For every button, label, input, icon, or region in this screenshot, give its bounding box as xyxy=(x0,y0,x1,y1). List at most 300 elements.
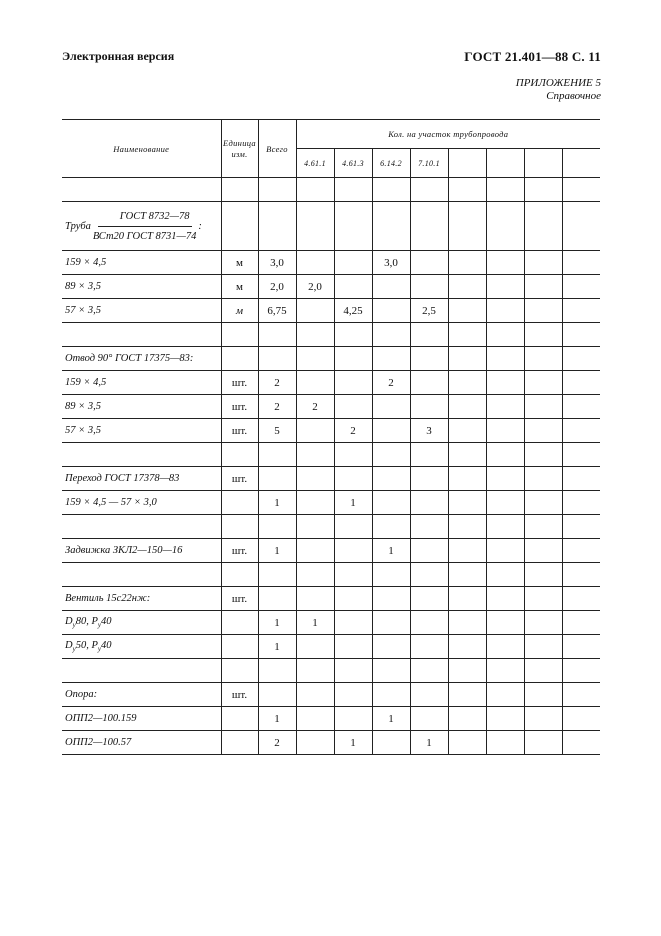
item-unit: м xyxy=(221,275,258,299)
empty-cell xyxy=(562,563,600,587)
qty-section-1 xyxy=(296,731,334,755)
empty-cell xyxy=(562,491,600,515)
col-header-unit-line1: Единица xyxy=(223,137,256,148)
qty-section-3 xyxy=(372,299,410,323)
table-row xyxy=(62,467,600,491)
qty-section-4: 1 xyxy=(410,731,448,755)
qty-section-3 xyxy=(372,467,410,491)
empty-cell xyxy=(486,178,524,202)
item-name: ОПП2—100.57 xyxy=(62,731,221,755)
table-row xyxy=(62,635,600,659)
item-total xyxy=(258,659,296,683)
qty-section-2 xyxy=(334,395,372,419)
qty-section-2 xyxy=(334,683,372,707)
empty-cell xyxy=(486,299,524,323)
empty-cell xyxy=(562,275,600,299)
item-total xyxy=(258,467,296,491)
empty-cell xyxy=(486,395,524,419)
item-name: Задвижка ЗКЛ2—150—16 xyxy=(62,539,221,563)
empty-cell xyxy=(486,491,524,515)
qty-section-1 xyxy=(296,491,334,515)
pipe-label: Труба xyxy=(65,220,91,232)
empty-cell xyxy=(524,635,562,659)
empty-cell xyxy=(448,178,486,202)
qty-section-2 xyxy=(334,251,372,275)
empty-cell xyxy=(562,515,600,539)
item-total: 2 xyxy=(258,395,296,419)
empty-cell xyxy=(524,659,562,683)
qty-section-2 xyxy=(334,539,372,563)
empty-cell xyxy=(486,275,524,299)
table-row xyxy=(62,395,600,419)
qty-section-2 xyxy=(334,611,372,635)
empty-cell xyxy=(562,178,600,202)
appendix-subtitle: Справочное xyxy=(546,90,601,102)
empty-cell xyxy=(448,563,486,587)
table-row xyxy=(62,563,600,587)
empty-cell xyxy=(562,347,600,371)
item-unit xyxy=(221,491,258,515)
qty-section-4 xyxy=(410,563,448,587)
qty-section-3 xyxy=(372,443,410,467)
empty-cell xyxy=(448,731,486,755)
item-name: $D_y80$, $P_y40$ xyxy=(62,611,221,635)
empty-cell xyxy=(562,251,600,275)
empty-cell xyxy=(524,178,562,202)
qty-section-2 xyxy=(334,443,372,467)
qty-section-2: 2 xyxy=(334,419,372,443)
empty-cell xyxy=(486,371,524,395)
qty-section-1 xyxy=(296,371,334,395)
item-name: 57 × 3,5 xyxy=(62,299,221,323)
item-unit: шт. xyxy=(221,587,258,611)
item-name xyxy=(62,515,221,539)
empty-cell xyxy=(562,443,600,467)
qty-section-1 xyxy=(296,323,334,347)
empty-cell xyxy=(486,587,524,611)
empty-cell xyxy=(296,202,334,251)
empty-cell xyxy=(562,149,600,178)
empty-cell xyxy=(448,251,486,275)
empty-cell xyxy=(562,419,600,443)
item-name: 89 × 3,5 xyxy=(62,395,221,419)
item-total: 6,75 xyxy=(258,299,296,323)
qty-section-3 xyxy=(372,515,410,539)
qty-section-4 xyxy=(410,395,448,419)
qty-section-3 xyxy=(372,419,410,443)
item-unit: шт. xyxy=(221,371,258,395)
item-unit: м xyxy=(221,299,258,323)
qty-section-4: 3 xyxy=(410,419,448,443)
empty-cell xyxy=(524,275,562,299)
qty-section-2 xyxy=(334,323,372,347)
empty-cell xyxy=(524,299,562,323)
empty-cell xyxy=(524,611,562,635)
empty-cell xyxy=(524,515,562,539)
table-row xyxy=(62,731,600,755)
empty-cell xyxy=(486,707,524,731)
empty-cell xyxy=(524,149,562,178)
qty-section-2 xyxy=(334,563,372,587)
empty-cell xyxy=(486,347,524,371)
table-row xyxy=(62,611,600,635)
table-row xyxy=(62,539,600,563)
empty-cell xyxy=(486,251,524,275)
empty-cell xyxy=(448,202,486,251)
qty-section-3 xyxy=(372,683,410,707)
section-header: 6.14.2 xyxy=(372,149,410,178)
empty-cell xyxy=(410,178,448,202)
empty-cell xyxy=(448,539,486,563)
qty-section-4 xyxy=(410,515,448,539)
qty-section-1 xyxy=(296,539,334,563)
item-unit xyxy=(221,611,258,635)
table-row xyxy=(62,251,600,275)
qty-section-2 xyxy=(334,347,372,371)
empty-cell xyxy=(562,683,600,707)
item-total: 1 xyxy=(258,635,296,659)
empty-cell xyxy=(448,707,486,731)
pipe-colon: : xyxy=(198,220,202,232)
qty-section-2 xyxy=(334,275,372,299)
empty-cell xyxy=(372,178,410,202)
empty-cell xyxy=(524,707,562,731)
table-row xyxy=(62,275,600,299)
qty-section-4 xyxy=(410,707,448,731)
item-name: ОПП2—100.159 xyxy=(62,707,221,731)
empty-cell xyxy=(486,635,524,659)
pipe-fraction xyxy=(65,210,202,243)
empty-cell xyxy=(448,419,486,443)
qty-section-4: 2,5 xyxy=(410,299,448,323)
col-header-unit-line2: изм. xyxy=(231,148,248,159)
empty-cell xyxy=(524,539,562,563)
qty-section-3: 2 xyxy=(372,371,410,395)
qty-section-1 xyxy=(296,707,334,731)
empty-cell xyxy=(486,611,524,635)
col-header-total: Всего xyxy=(258,120,296,178)
qty-section-2 xyxy=(334,467,372,491)
item-name xyxy=(62,323,221,347)
header-edition-label: Электронная версия xyxy=(62,49,175,63)
empty-cell xyxy=(448,275,486,299)
empty-cell xyxy=(562,707,600,731)
empty-cell xyxy=(524,202,562,251)
qty-section-1: 1 xyxy=(296,611,334,635)
pipe-standard-top: ГОСТ 8732—78 xyxy=(98,210,192,227)
item-name: Опора: xyxy=(62,683,221,707)
empty-cell xyxy=(486,683,524,707)
empty-cell xyxy=(448,635,486,659)
empty-cell xyxy=(448,467,486,491)
item-total: 2 xyxy=(258,371,296,395)
empty-cell xyxy=(562,371,600,395)
qty-section-4 xyxy=(410,275,448,299)
item-unit xyxy=(221,563,258,587)
pipe-name-cell xyxy=(62,202,221,251)
qty-section-4 xyxy=(410,635,448,659)
qty-section-1 xyxy=(296,419,334,443)
item-total: 5 xyxy=(258,419,296,443)
item-name: Вентиль 15с22нж: xyxy=(62,587,221,611)
item-total xyxy=(258,443,296,467)
table-row xyxy=(62,178,600,202)
qty-section-2 xyxy=(334,659,372,683)
qty-section-3 xyxy=(372,323,410,347)
table-row-pipe xyxy=(62,202,600,251)
section-header: 4.61.1 xyxy=(296,149,334,178)
item-total: 2 xyxy=(258,731,296,755)
qty-section-4 xyxy=(410,251,448,275)
item-unit: шт. xyxy=(221,683,258,707)
empty-cell xyxy=(524,443,562,467)
qty-section-3 xyxy=(372,659,410,683)
empty-cell xyxy=(448,149,486,178)
item-total: 2,0 xyxy=(258,275,296,299)
table-row xyxy=(62,683,600,707)
empty-cell xyxy=(62,178,221,202)
empty-cell xyxy=(562,659,600,683)
table-row xyxy=(62,659,600,683)
col-header-group: Кол. на участок трубопровода xyxy=(296,120,600,149)
empty-cell xyxy=(221,178,258,202)
qty-section-3 xyxy=(372,275,410,299)
empty-cell xyxy=(258,202,296,251)
item-unit xyxy=(221,515,258,539)
empty-cell xyxy=(448,443,486,467)
empty-cell xyxy=(524,419,562,443)
qty-section-1 xyxy=(296,587,334,611)
empty-cell xyxy=(486,659,524,683)
table-row xyxy=(62,347,600,371)
empty-cell xyxy=(448,683,486,707)
empty-cell xyxy=(524,371,562,395)
empty-cell xyxy=(448,371,486,395)
appendix-title: ПРИЛОЖЕНИЕ 5 xyxy=(515,77,601,89)
empty-cell xyxy=(448,515,486,539)
table-row xyxy=(62,419,600,443)
empty-cell xyxy=(524,563,562,587)
item-unit: шт. xyxy=(221,395,258,419)
qty-section-3 xyxy=(372,635,410,659)
table-row xyxy=(62,515,600,539)
item-unit xyxy=(221,323,258,347)
qty-section-4 xyxy=(410,539,448,563)
empty-cell xyxy=(524,491,562,515)
qty-section-1 xyxy=(296,443,334,467)
table-header-row xyxy=(62,120,600,149)
empty-cell xyxy=(486,467,524,491)
qty-section-2: 1 xyxy=(334,491,372,515)
empty-cell xyxy=(524,395,562,419)
qty-section-2 xyxy=(334,587,372,611)
table-row xyxy=(62,371,600,395)
qty-section-1 xyxy=(296,563,334,587)
empty-cell xyxy=(524,347,562,371)
empty-cell xyxy=(448,323,486,347)
section-header: 4.61.3 xyxy=(334,149,372,178)
empty-cell xyxy=(562,202,600,251)
qty-section-1 xyxy=(296,467,334,491)
qty-section-2 xyxy=(334,371,372,395)
qty-section-4 xyxy=(410,323,448,347)
item-name: 159 × 4,5 — 57 × 3,0 xyxy=(62,491,221,515)
qty-section-1: 2 xyxy=(296,395,334,419)
item-name xyxy=(62,563,221,587)
empty-cell xyxy=(448,611,486,635)
table-row xyxy=(62,491,600,515)
appendix-block xyxy=(516,77,601,103)
empty-cell xyxy=(486,149,524,178)
qty-section-2: 1 xyxy=(334,731,372,755)
empty-cell xyxy=(486,539,524,563)
qty-section-4 xyxy=(410,467,448,491)
empty-cell xyxy=(524,323,562,347)
empty-cell xyxy=(410,202,448,251)
qty-section-1 xyxy=(296,635,334,659)
empty-cell xyxy=(448,491,486,515)
item-total xyxy=(258,323,296,347)
item-unit xyxy=(221,707,258,731)
item-total: 1 xyxy=(258,491,296,515)
item-name: 89 × 3,5 xyxy=(62,275,221,299)
table-row xyxy=(62,323,600,347)
item-unit xyxy=(221,443,258,467)
specification-table xyxy=(62,119,600,755)
empty-cell xyxy=(448,395,486,419)
empty-cell xyxy=(486,731,524,755)
item-name: 159 × 4,5 xyxy=(62,371,221,395)
qty-section-3 xyxy=(372,611,410,635)
empty-cell xyxy=(562,611,600,635)
item-total: 3,0 xyxy=(258,251,296,275)
qty-section-1 xyxy=(296,659,334,683)
empty-cell xyxy=(562,395,600,419)
item-unit: шт. xyxy=(221,467,258,491)
empty-cell xyxy=(334,178,372,202)
empty-cell xyxy=(448,299,486,323)
empty-cell xyxy=(562,467,600,491)
item-total xyxy=(258,683,296,707)
empty-cell xyxy=(448,347,486,371)
qty-section-3 xyxy=(372,491,410,515)
item-unit xyxy=(221,731,258,755)
empty-cell xyxy=(524,731,562,755)
qty-section-3: 3,0 xyxy=(372,251,410,275)
empty-cell xyxy=(562,323,600,347)
qty-section-2 xyxy=(334,707,372,731)
qty-section-3 xyxy=(372,347,410,371)
empty-cell xyxy=(486,419,524,443)
empty-cell xyxy=(221,202,258,251)
empty-cell xyxy=(334,202,372,251)
item-unit: м xyxy=(221,251,258,275)
empty-cell xyxy=(524,467,562,491)
pipe-standard-bottom: ВСт20 ГОСТ 8731—74 xyxy=(92,230,197,242)
qty-section-1 xyxy=(296,299,334,323)
qty-section-2 xyxy=(334,635,372,659)
item-total: 1 xyxy=(258,611,296,635)
empty-cell xyxy=(486,443,524,467)
col-header-unit xyxy=(221,120,258,178)
item-unit xyxy=(221,347,258,371)
item-total xyxy=(258,563,296,587)
item-total xyxy=(258,347,296,371)
item-unit xyxy=(221,659,258,683)
header-standard-page: ГОСТ 21.401—88 С. 11 xyxy=(464,49,601,64)
item-unit: шт. xyxy=(221,419,258,443)
item-name xyxy=(62,443,221,467)
col-header-name: Наименование xyxy=(62,120,221,178)
qty-section-4 xyxy=(410,371,448,395)
item-total: 1 xyxy=(258,707,296,731)
qty-section-4 xyxy=(410,611,448,635)
qty-section-4 xyxy=(410,443,448,467)
empty-cell xyxy=(524,683,562,707)
empty-cell xyxy=(524,587,562,611)
empty-cell xyxy=(296,178,334,202)
item-name xyxy=(62,659,221,683)
empty-cell xyxy=(562,299,600,323)
table-row xyxy=(62,707,600,731)
qty-section-4 xyxy=(410,587,448,611)
item-name: 159 × 4,5 xyxy=(62,251,221,275)
empty-cell xyxy=(448,587,486,611)
qty-section-3: 1 xyxy=(372,707,410,731)
empty-cell xyxy=(258,178,296,202)
qty-section-4 xyxy=(410,683,448,707)
qty-section-2 xyxy=(334,515,372,539)
empty-cell xyxy=(562,635,600,659)
qty-section-3 xyxy=(372,563,410,587)
qty-section-2: 4,25 xyxy=(334,299,372,323)
empty-cell xyxy=(562,539,600,563)
empty-cell xyxy=(524,251,562,275)
item-total xyxy=(258,587,296,611)
qty-section-3 xyxy=(372,395,410,419)
qty-section-4 xyxy=(410,491,448,515)
qty-section-1 xyxy=(296,347,334,371)
item-unit: шт. xyxy=(221,539,258,563)
empty-cell xyxy=(486,202,524,251)
empty-cell xyxy=(372,202,410,251)
item-total xyxy=(258,515,296,539)
empty-cell xyxy=(562,731,600,755)
qty-section-4 xyxy=(410,659,448,683)
item-name: 57 × 3,5 xyxy=(62,419,221,443)
item-name: $D_y50$, $P_y40$ xyxy=(62,635,221,659)
qty-section-3 xyxy=(372,587,410,611)
item-unit xyxy=(221,635,258,659)
qty-section-1: 2,0 xyxy=(296,275,334,299)
empty-cell xyxy=(486,563,524,587)
item-name: Отвод 90° ГОСТ 17375—83: xyxy=(62,347,221,371)
empty-cell xyxy=(562,587,600,611)
table-row xyxy=(62,299,600,323)
item-total: 1 xyxy=(258,539,296,563)
qty-section-3: 1 xyxy=(372,539,410,563)
table-row xyxy=(62,587,600,611)
qty-section-3 xyxy=(372,731,410,755)
qty-section-1 xyxy=(296,251,334,275)
item-name: Переход ГОСТ 17378—83 xyxy=(62,467,221,491)
empty-cell xyxy=(486,323,524,347)
qty-section-4 xyxy=(410,347,448,371)
empty-cell xyxy=(448,659,486,683)
table-row xyxy=(62,443,600,467)
empty-cell xyxy=(486,515,524,539)
qty-section-1 xyxy=(296,515,334,539)
